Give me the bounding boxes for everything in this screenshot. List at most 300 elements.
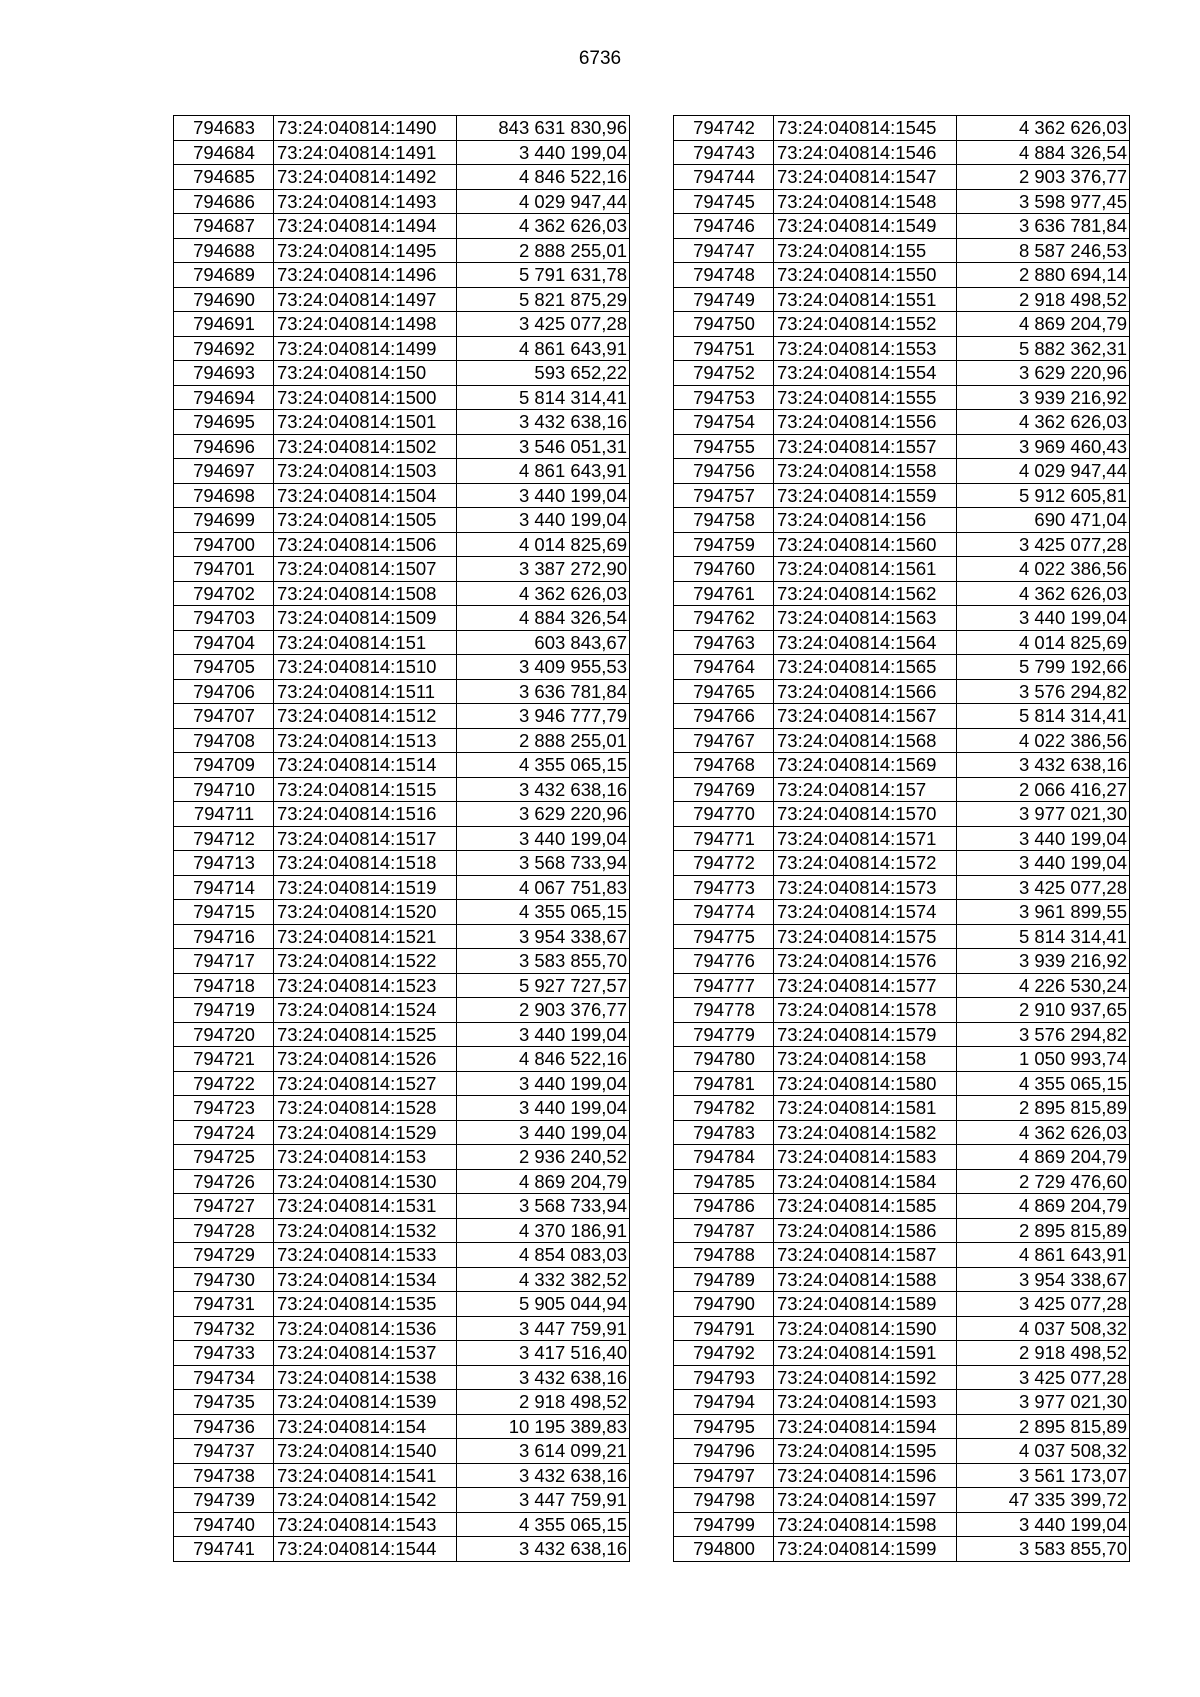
cadastral-number-cell: 73:24:040814:1534 [274, 1267, 457, 1292]
record-number-cell: 794739 [174, 1488, 274, 1513]
table-row [674, 679, 1130, 704]
record-number-cell: 794752 [674, 361, 774, 386]
cadastral-value-cell: 4 854 083,03 [457, 1243, 630, 1268]
cadastral-value-cell: 2 936 240,52 [457, 1145, 630, 1170]
cadastral-value-cell: 690 471,04 [957, 508, 1130, 533]
table-row [174, 973, 630, 998]
table-row [674, 998, 1130, 1023]
cadastral-value-cell: 3 576 294,82 [957, 679, 1130, 704]
cadastral-number-cell: 73:24:040814:1592 [774, 1365, 957, 1390]
cadastral-value-cell: 4 355 065,15 [457, 900, 630, 925]
table-row [174, 1145, 630, 1170]
cadastral-value-cell: 593 652,22 [457, 361, 630, 386]
cadastral-value-cell: 3 954 338,67 [457, 924, 630, 949]
cadastral-number-cell: 73:24:040814:1494 [274, 214, 457, 239]
cadastral-value-cell: 4 226 530,24 [957, 973, 1130, 998]
record-number-cell: 794692 [174, 336, 274, 361]
record-number-cell: 794776 [674, 949, 774, 974]
cadastral-number-cell: 73:24:040814:1500 [274, 385, 457, 410]
cadastral-number-cell: 73:24:040814:1537 [274, 1341, 457, 1366]
table-row [174, 1194, 630, 1219]
record-number-cell: 794712 [174, 826, 274, 851]
record-number-cell: 794729 [174, 1243, 274, 1268]
record-number-cell: 794742 [674, 116, 774, 141]
cadastral-number-cell: 73:24:040814:1548 [774, 189, 957, 214]
cadastral-value-cell: 2 895 815,89 [957, 1096, 1130, 1121]
cadastral-value-cell: 3 583 855,70 [957, 1537, 1130, 1562]
table-row [174, 116, 630, 141]
cadastral-number-cell: 73:24:040814:1532 [274, 1218, 457, 1243]
table-row [174, 606, 630, 631]
record-number-cell: 794765 [674, 679, 774, 704]
table-row [674, 508, 1130, 533]
cadastral-number-cell: 73:24:040814:1540 [274, 1439, 457, 1464]
cadastral-number-cell: 73:24:040814:154 [274, 1414, 457, 1439]
cadastral-number-cell: 73:24:040814:155 [774, 238, 957, 263]
cadastral-number-cell: 73:24:040814:1521 [274, 924, 457, 949]
table-row [174, 1022, 630, 1047]
cadastral-value-cell: 3 961 899,55 [957, 900, 1130, 925]
cadastral-value-cell: 3 440 199,04 [457, 508, 630, 533]
record-number-cell: 794775 [674, 924, 774, 949]
cadastral-number-cell: 73:24:040814:157 [774, 777, 957, 802]
cadastral-value-cell: 3 629 220,96 [457, 802, 630, 827]
table-row [674, 1145, 1130, 1170]
record-number-cell: 794749 [674, 287, 774, 312]
table-row [674, 1512, 1130, 1537]
cadastral-number-cell: 73:24:040814:1572 [774, 851, 957, 876]
cadastral-number-cell: 73:24:040814:1499 [274, 336, 457, 361]
cadastral-value-cell: 3 568 733,94 [457, 851, 630, 876]
cadastral-value-cell: 4 362 626,03 [457, 214, 630, 239]
cadastral-value-cell: 5 882 362,31 [957, 336, 1130, 361]
cadastral-number-cell: 73:24:040814:1557 [774, 434, 957, 459]
record-number-cell: 794717 [174, 949, 274, 974]
table-row [174, 630, 630, 655]
cadastral-value-cell: 3 977 021,30 [957, 1390, 1130, 1415]
record-number-cell: 794777 [674, 973, 774, 998]
table-row [674, 581, 1130, 606]
record-number-cell: 794728 [174, 1218, 274, 1243]
cadastral-number-cell: 73:24:040814:1545 [774, 116, 957, 141]
table-row [674, 826, 1130, 851]
table-row [674, 1488, 1130, 1513]
record-number-cell: 794702 [174, 581, 274, 606]
table-row [174, 1047, 630, 1072]
cadastral-value-cell: 3 546 051,31 [457, 434, 630, 459]
record-number-cell: 794700 [174, 532, 274, 557]
cadastral-number-cell: 73:24:040814:1577 [774, 973, 957, 998]
record-number-cell: 794713 [174, 851, 274, 876]
table-row [174, 508, 630, 533]
cadastral-number-cell: 73:24:040814:1546 [774, 140, 957, 165]
cadastral-value-cell: 3 561 173,07 [957, 1463, 1130, 1488]
record-number-cell: 794792 [674, 1341, 774, 1366]
table-row [174, 385, 630, 410]
cadastral-number-cell: 73:24:040814:1492 [274, 165, 457, 190]
record-number-cell: 794714 [174, 875, 274, 900]
cadastral-number-cell: 73:24:040814:1558 [774, 459, 957, 484]
cadastral-number-cell: 73:24:040814:1582 [774, 1120, 957, 1145]
cadastral-number-cell: 73:24:040814:1593 [774, 1390, 957, 1415]
cadastral-value-cell: 3 939 216,92 [957, 949, 1130, 974]
cadastral-value-cell: 4 029 947,44 [957, 459, 1130, 484]
table-row [174, 557, 630, 582]
table-row [674, 116, 1130, 141]
table-row [174, 532, 630, 557]
table-row [674, 1537, 1130, 1562]
table-row [174, 998, 630, 1023]
cadastral-number-cell: 73:24:040814:1553 [774, 336, 957, 361]
cadastral-value-cell: 2 729 476,60 [957, 1169, 1130, 1194]
record-number-cell: 794746 [674, 214, 774, 239]
cadastral-value-cell: 3 939 216,92 [957, 385, 1130, 410]
table-row [674, 361, 1130, 386]
cadastral-number-cell: 73:24:040814:1512 [274, 704, 457, 729]
table-row [674, 385, 1130, 410]
cadastral-value-cell: 3 447 759,91 [457, 1488, 630, 1513]
cadastral-number-cell: 73:24:040814:1536 [274, 1316, 457, 1341]
cadastral-value-cell: 8 587 246,53 [957, 238, 1130, 263]
record-number-cell: 794727 [174, 1194, 274, 1219]
record-number-cell: 794711 [174, 802, 274, 827]
cadastral-number-cell: 73:24:040814:1595 [774, 1439, 957, 1464]
cadastral-value-cell: 3 425 077,28 [957, 532, 1130, 557]
table-row [174, 189, 630, 214]
record-number-cell: 794688 [174, 238, 274, 263]
cadastral-number-cell: 73:24:040814:1559 [774, 483, 957, 508]
cadastral-number-cell: 73:24:040814:1535 [274, 1292, 457, 1317]
record-number-cell: 794738 [174, 1463, 274, 1488]
table-row [674, 728, 1130, 753]
record-number-cell: 794797 [674, 1463, 774, 1488]
cadastral-number-cell: 73:24:040814:1567 [774, 704, 957, 729]
record-number-cell: 794789 [674, 1267, 774, 1292]
record-number-cell: 794706 [174, 679, 274, 704]
record-number-cell: 794799 [674, 1512, 774, 1537]
record-number-cell: 794795 [674, 1414, 774, 1439]
record-number-cell: 794781 [674, 1071, 774, 1096]
cadastral-value-cell: 4 846 522,16 [457, 165, 630, 190]
cadastral-value-cell: 3 440 199,04 [457, 1120, 630, 1145]
cadastral-number-cell: 73:24:040814:1543 [274, 1512, 457, 1537]
table-row [174, 1243, 630, 1268]
record-number-cell: 794733 [174, 1341, 274, 1366]
cadastral-value-cell: 3 440 199,04 [957, 851, 1130, 876]
table-row [174, 1096, 630, 1121]
table-row [174, 1512, 630, 1537]
table-row [174, 1071, 630, 1096]
cadastral-value-cell: 3 425 077,28 [957, 1292, 1130, 1317]
table-row [174, 410, 630, 435]
table-row [174, 1169, 630, 1194]
cadastral-number-cell: 73:24:040814:1594 [774, 1414, 957, 1439]
cadastral-value-cell: 3 425 077,28 [957, 1365, 1130, 1390]
cadastral-number-cell: 73:24:040814:1505 [274, 508, 457, 533]
cadastral-number-cell: 73:24:040814:1493 [274, 189, 457, 214]
record-number-cell: 794695 [174, 410, 274, 435]
record-number-cell: 794784 [674, 1145, 774, 1170]
cadastral-value-cell: 3 432 638,16 [457, 777, 630, 802]
cadastral-number-cell: 73:24:040814:151 [274, 630, 457, 655]
record-number-cell: 794758 [674, 508, 774, 533]
table-row [174, 1218, 630, 1243]
cadastral-number-cell: 73:24:040814:1589 [774, 1292, 957, 1317]
table-row [674, 973, 1130, 998]
cadastral-value-cell: 4 869 204,79 [957, 1145, 1130, 1170]
record-number-cell: 794770 [674, 802, 774, 827]
cadastral-value-cell: 3 432 638,16 [457, 410, 630, 435]
record-number-cell: 794774 [674, 900, 774, 925]
table-row [674, 214, 1130, 239]
record-number-cell: 794747 [674, 238, 774, 263]
cadastral-value-cell: 3 387 272,90 [457, 557, 630, 582]
cadastral-value-cell: 2 066 416,27 [957, 777, 1130, 802]
table-row [674, 434, 1130, 459]
cadastral-number-cell: 73:24:040814:1563 [774, 606, 957, 631]
cadastral-value-cell: 3 432 638,16 [457, 1365, 630, 1390]
cadastral-number-cell: 73:24:040814:1565 [774, 655, 957, 680]
record-number-cell: 794737 [174, 1439, 274, 1464]
table-row [674, 532, 1130, 557]
cadastral-number-cell: 73:24:040814:1566 [774, 679, 957, 704]
record-number-cell: 794785 [674, 1169, 774, 1194]
record-number-cell: 794722 [174, 1071, 274, 1096]
record-number-cell: 794696 [174, 434, 274, 459]
record-number-cell: 794761 [674, 581, 774, 606]
record-number-cell: 794724 [174, 1120, 274, 1145]
record-number-cell: 794721 [174, 1047, 274, 1072]
cadastral-value-cell: 4 362 626,03 [957, 581, 1130, 606]
cadastral-number-cell: 73:24:040814:1515 [274, 777, 457, 802]
cadastral-number-cell: 73:24:040814:1549 [774, 214, 957, 239]
table-row [674, 1267, 1130, 1292]
record-number-cell: 794768 [674, 753, 774, 778]
record-number-cell: 794708 [174, 728, 274, 753]
record-number-cell: 794710 [174, 777, 274, 802]
cadastral-number-cell: 73:24:040814:153 [274, 1145, 457, 1170]
table-row [674, 777, 1130, 802]
cadastral-number-cell: 73:24:040814:1561 [774, 557, 957, 582]
record-number-cell: 794790 [674, 1292, 774, 1317]
table-row [674, 459, 1130, 484]
table-row [674, 1096, 1130, 1121]
cadastral-number-cell: 73:24:040814:1503 [274, 459, 457, 484]
record-number-cell: 794763 [674, 630, 774, 655]
cadastral-number-cell: 73:24:040814:1578 [774, 998, 957, 1023]
cadastral-value-cell: 5 905 044,94 [457, 1292, 630, 1317]
table-row [674, 189, 1130, 214]
cadastral-number-cell: 73:24:040814:1518 [274, 851, 457, 876]
record-number-cell: 794778 [674, 998, 774, 1023]
cadastral-value-cell: 4 355 065,15 [957, 1071, 1130, 1096]
cadastral-value-cell: 3 636 781,84 [957, 214, 1130, 239]
cadastral-value-cell: 4 332 382,52 [457, 1267, 630, 1292]
record-number-cell: 794762 [674, 606, 774, 631]
table-row [174, 826, 630, 851]
table-row [174, 1267, 630, 1292]
cadastral-number-cell: 73:24:040814:1569 [774, 753, 957, 778]
cadastral-number-cell: 73:24:040814:1491 [274, 140, 457, 165]
cadastral-number-cell: 73:24:040814:1555 [774, 385, 957, 410]
table-row [674, 924, 1130, 949]
table-row [174, 361, 630, 386]
cadastral-number-cell: 73:24:040814:1591 [774, 1341, 957, 1366]
record-number-cell: 794689 [174, 263, 274, 288]
cadastral-value-cell: 4 067 751,83 [457, 875, 630, 900]
cadastral-number-cell: 73:24:040814:1497 [274, 287, 457, 312]
record-number-cell: 794772 [674, 851, 774, 876]
table-row [674, 704, 1130, 729]
record-number-cell: 794756 [674, 459, 774, 484]
cadastral-number-cell: 73:24:040814:1531 [274, 1194, 457, 1219]
table-row [674, 1341, 1130, 1366]
record-number-cell: 794735 [174, 1390, 274, 1415]
cadastral-value-cell: 603 843,67 [457, 630, 630, 655]
table-row [674, 1414, 1130, 1439]
table-row [174, 140, 630, 165]
table-row [174, 1120, 630, 1145]
cadastral-value-cell: 4 884 326,54 [457, 606, 630, 631]
cadastral-number-cell: 73:24:040814:1590 [774, 1316, 957, 1341]
record-number-cell: 794786 [674, 1194, 774, 1219]
record-number-cell: 794691 [174, 312, 274, 337]
cadastral-number-cell: 73:24:040814:156 [774, 508, 957, 533]
cadastral-value-cell: 3 614 099,21 [457, 1439, 630, 1464]
cadastral-value-cell: 4 869 204,79 [957, 1194, 1130, 1219]
table-row [174, 704, 630, 729]
cadastral-value-cell: 4 884 326,54 [957, 140, 1130, 165]
cadastral-value-cell: 3 432 638,16 [957, 753, 1130, 778]
cadastral-number-cell: 73:24:040814:1560 [774, 532, 957, 557]
record-number-cell: 794703 [174, 606, 274, 631]
table-row [174, 679, 630, 704]
record-number-cell: 794686 [174, 189, 274, 214]
cadastral-number-cell: 73:24:040814:1498 [274, 312, 457, 337]
table-row [174, 287, 630, 312]
cadastral-value-cell: 2 888 255,01 [457, 728, 630, 753]
cadastral-number-cell: 73:24:040814:1490 [274, 116, 457, 141]
cadastral-number-cell: 73:24:040814:1509 [274, 606, 457, 631]
cadastral-value-cell: 2 918 498,52 [457, 1390, 630, 1415]
cadastral-value-cell: 4 362 626,03 [957, 1120, 1130, 1145]
cadastral-value-cell: 5 821 875,29 [457, 287, 630, 312]
cadastral-value-cell: 3 629 220,96 [957, 361, 1130, 386]
cadastral-number-cell: 73:24:040814:1544 [274, 1537, 457, 1562]
record-number-cell: 794705 [174, 655, 274, 680]
cadastral-value-cell: 4 861 643,91 [457, 459, 630, 484]
table-row [674, 606, 1130, 631]
record-number-cell: 794723 [174, 1096, 274, 1121]
record-number-cell: 794699 [174, 508, 274, 533]
cadastral-value-cell: 3 425 077,28 [457, 312, 630, 337]
cadastral-number-cell: 73:24:040814:1575 [774, 924, 957, 949]
record-number-cell: 794725 [174, 1145, 274, 1170]
cadastral-number-cell: 73:24:040814:1513 [274, 728, 457, 753]
cadastral-value-cell: 1 050 993,74 [957, 1047, 1130, 1072]
cadastral-value-cell: 4 861 643,91 [457, 336, 630, 361]
cadastral-value-cell: 3 425 077,28 [957, 875, 1130, 900]
record-number-cell: 794726 [174, 1169, 274, 1194]
table-row [674, 1218, 1130, 1243]
table-row [674, 1120, 1130, 1145]
cadastral-number-cell: 73:24:040814:1506 [274, 532, 457, 557]
table-row [674, 336, 1130, 361]
table-row [674, 1439, 1130, 1464]
cadastral-number-cell: 73:24:040814:1496 [274, 263, 457, 288]
record-number-cell: 794764 [674, 655, 774, 680]
cadastral-number-cell: 73:24:040814:1530 [274, 1169, 457, 1194]
table-row [674, 263, 1130, 288]
table-row [174, 900, 630, 925]
cadastral-value-cell: 3 598 977,45 [957, 189, 1130, 214]
cadastral-number-cell: 73:24:040814:1539 [274, 1390, 457, 1415]
record-number-cell: 794684 [174, 140, 274, 165]
record-number-cell: 794709 [174, 753, 274, 778]
cadastral-number-cell: 73:24:040814:1587 [774, 1243, 957, 1268]
cadastral-number-cell: 73:24:040814:1581 [774, 1096, 957, 1121]
cadastral-value-cell: 5 799 192,66 [957, 655, 1130, 680]
record-number-cell: 794769 [674, 777, 774, 802]
cadastral-number-cell: 73:24:040814:1562 [774, 581, 957, 606]
table-row [174, 214, 630, 239]
cadastral-number-cell: 73:24:040814:1516 [274, 802, 457, 827]
cadastral-number-cell: 73:24:040814:1533 [274, 1243, 457, 1268]
cadastral-number-cell: 73:24:040814:1510 [274, 655, 457, 680]
cadastral-number-cell: 73:24:040814:1597 [774, 1488, 957, 1513]
cadastral-value-cell: 4 022 386,56 [957, 557, 1130, 582]
cadastral-number-cell: 73:24:040814:158 [774, 1047, 957, 1072]
cadastral-value-cell: 3 440 199,04 [457, 1022, 630, 1047]
table-row [174, 263, 630, 288]
record-number-cell: 794750 [674, 312, 774, 337]
cadastral-value-cell: 3 432 638,16 [457, 1537, 630, 1562]
cadastral-number-cell: 73:24:040814:1583 [774, 1145, 957, 1170]
table-row [674, 1390, 1130, 1415]
cadastral-value-cell: 4 022 386,56 [957, 728, 1130, 753]
table-row [674, 410, 1130, 435]
register-table-right [673, 115, 1130, 1562]
cadastral-number-cell: 73:24:040814:1527 [274, 1071, 457, 1096]
cadastral-value-cell: 4 861 643,91 [957, 1243, 1130, 1268]
record-number-cell: 794720 [174, 1022, 274, 1047]
cadastral-value-cell: 3 576 294,82 [957, 1022, 1130, 1047]
cadastral-number-cell: 73:24:040814:1573 [774, 875, 957, 900]
record-number-cell: 794783 [674, 1120, 774, 1145]
table-row [174, 1316, 630, 1341]
cadastral-value-cell: 3 417 516,40 [457, 1341, 630, 1366]
cadastral-value-cell: 4 037 508,32 [957, 1316, 1130, 1341]
record-number-cell: 794715 [174, 900, 274, 925]
record-number-cell: 794787 [674, 1218, 774, 1243]
record-number-cell: 794730 [174, 1267, 274, 1292]
record-number-cell: 794800 [674, 1537, 774, 1562]
table-row [174, 1488, 630, 1513]
cadastral-value-cell: 4 362 626,03 [457, 581, 630, 606]
record-number-cell: 794707 [174, 704, 274, 729]
cadastral-value-cell: 3 440 199,04 [457, 1071, 630, 1096]
record-number-cell: 794745 [674, 189, 774, 214]
cadastral-value-cell: 3 440 199,04 [457, 1096, 630, 1121]
record-number-cell: 794760 [674, 557, 774, 582]
table-row [674, 557, 1130, 582]
table-row [174, 434, 630, 459]
cadastral-value-cell: 3 568 733,94 [457, 1194, 630, 1219]
cadastral-value-cell: 5 814 314,41 [457, 385, 630, 410]
cadastral-value-cell: 4 355 065,15 [457, 1512, 630, 1537]
cadastral-number-cell: 73:24:040814:1552 [774, 312, 957, 337]
cadastral-value-cell: 3 977 021,30 [957, 802, 1130, 827]
